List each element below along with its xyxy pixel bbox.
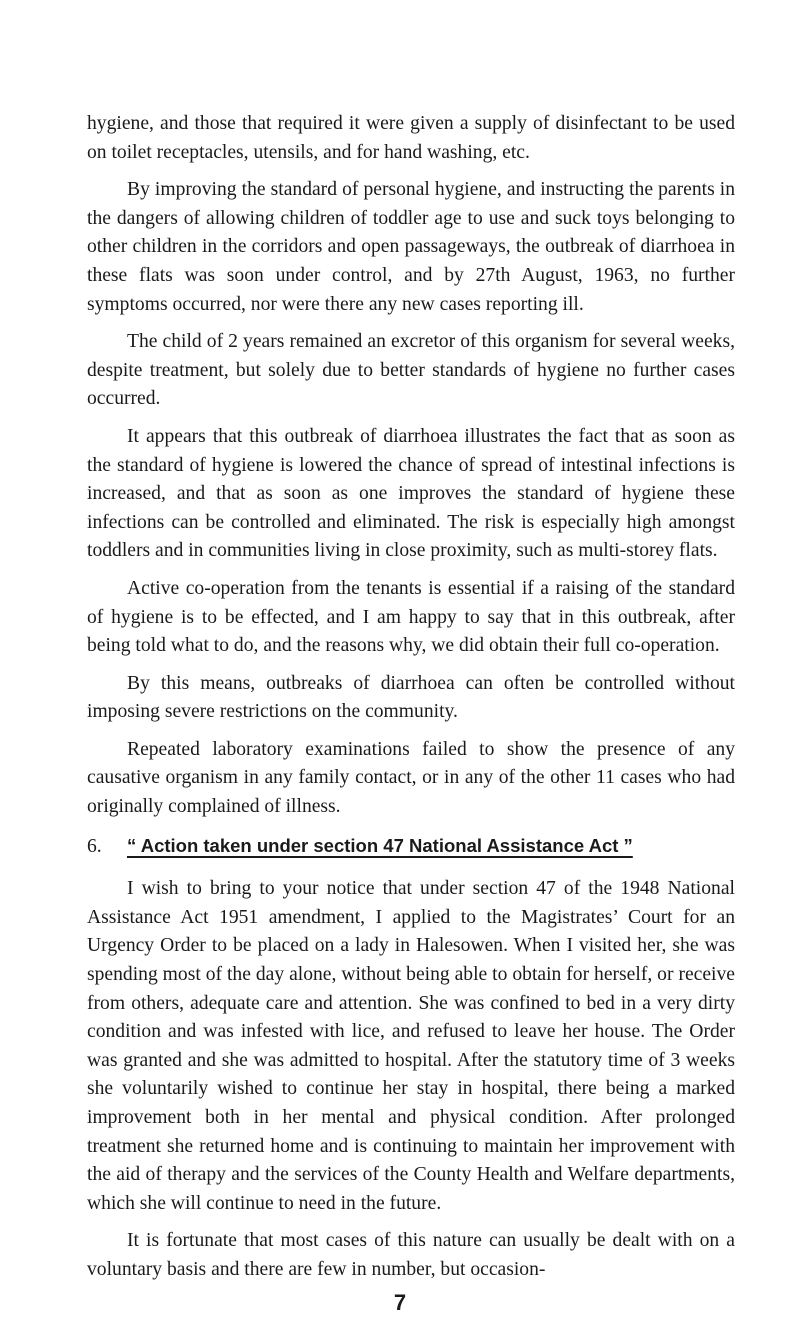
document-page (87, 110, 735, 1294)
paragraph-outbreak-illustration: It appears that this outbreak of diarrhoea illustrates the fact that as soon as the standard of hygiene is lowered the chance of spread of intestinal infections is increased, and that as soon as one improves the standard of hygiene these infections can be controlled and eliminated. The risk is especially high amongst toddlers and in communities living in close proximity, such as multi-storey flats. (87, 425, 735, 562)
section-title (127, 832, 633, 861)
paragraph-voluntary-basis: It is fortunate that most cases of this nature can usually be dealt with on a voluntary basis and there are few in number, but occasion- (87, 1230, 735, 1280)
paragraph-continuation: hygiene, and those that required it were given a supply of disinfectant to be used on toilet receptacles, utensils, and for hand washing, etc. (87, 113, 735, 163)
paragraph-child-excretor: The child of 2 years remained an excretor of this organism for several weeks, despite treatment, but solely due to better standards of hygiene no further cases occurred. (87, 331, 735, 410)
paragraph-lab-examinations: Repeated laboratory examinations failed to show the presence of any causative organism in any family contact, or in any of the other 11 cases who had originally complained of illness. (87, 738, 735, 818)
section-title-text: “ Action taken under section 47 National Assistance Act ” (127, 834, 633, 856)
page-number: 7 (393, 1290, 407, 1315)
paragraph-section-47-case: I wish to bring to your notice that under section 47 of the 1948 National Assistance Act 1951 amendment, I applied to the Magistrates’ Court for an Urgency Order to be placed on a lady in Halesowen. When I visited her, she was spending most of the day alone, without being able to obtain for herself, or receive from others, adequate care and attention. She was confined to bed in a very dirty condition and was infested with lice, and refused to leave her house. The Order was granted and she was admitted to hospital. After the statutory time of 3 weeks she voluntarily wished to continue her stay in hospital, there being a marked improvement both in her mental and physical condition. After prolonged treatment she returned home and is continuing to maintain her improvement with the aid of therapy and the services of the County Health and Welfare departments, which she will continue to need in the future. (87, 878, 735, 1214)
paragraph-control-means: By this means, outbreaks of diarrhoea can often be controlled without imposing severe restrictions on the community. (87, 672, 735, 723)
paragraph-hygiene-improvement: By improving the standard of personal hygiene, and instructing the parents in the dangers of allowing children of toddler age to use and suck toys belonging to other children in the corridors and open passageways, the outbreak of diarrhoea in these flats was soon under control, and by 27th August, 1963, no further symptoms occurred, nor were there any new cases reporting ill. (87, 179, 735, 315)
section-number: 6. (87, 835, 102, 857)
paragraph-tenant-cooperation: Active co-operation from the tenants is essential if a raising of the standard of hygiene is to be effected, and I am happy to say that in this outbreak, after being told what to do, and the reasons why, we did obtain their full co-operation. (87, 577, 735, 657)
section-heading (87, 832, 735, 862)
